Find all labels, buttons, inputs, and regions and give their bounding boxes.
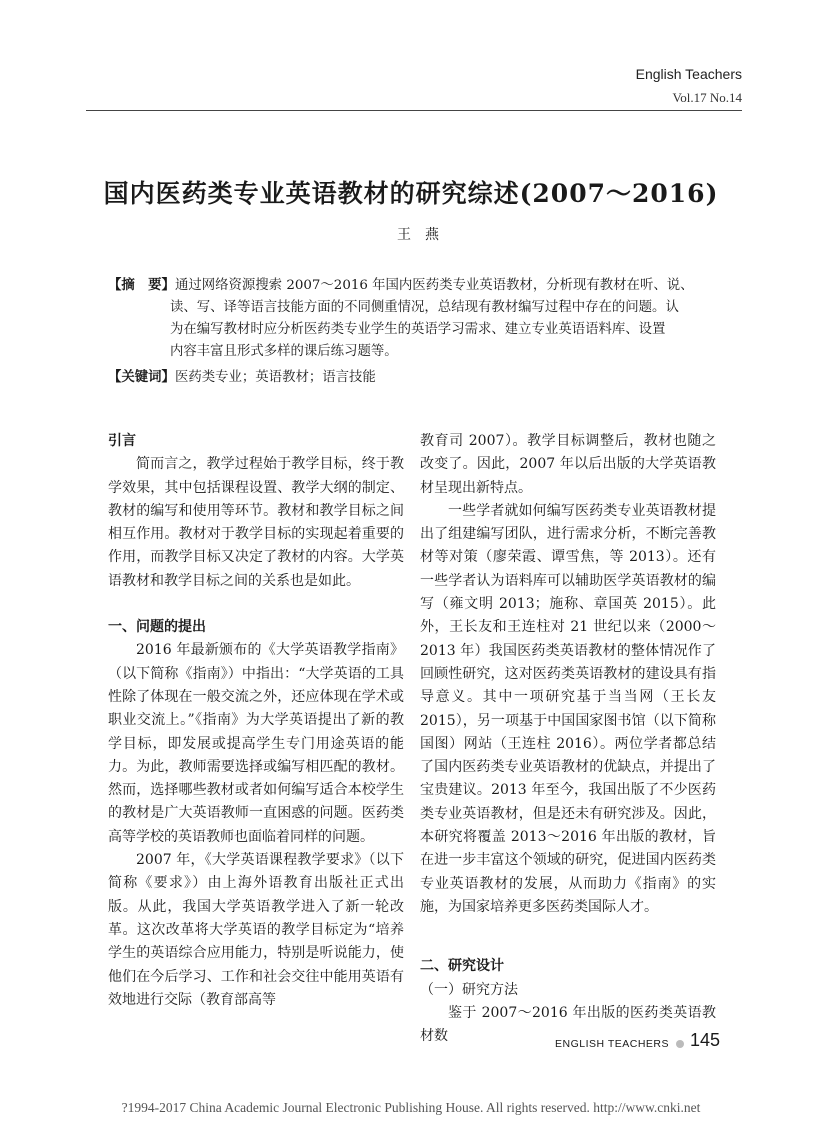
abstract-line: 内容丰富且形式多样的课后练习题等。 [170, 344, 398, 359]
header-rule [86, 110, 742, 111]
abstract-line: 为在编写教材时应分析医药类专业学生的英语学习需求、建立专业英语语料库、设置 [170, 322, 666, 337]
section1-paragraph-1: 2016 年最新颁布的《大学英语教学指南》（以下简称《指南》）中指出：“大学英语的工具性除了体现在一般交流之外，还应体现在学术或职业交流上。”《指南》为大学英语提出了新的教学目标，即发展或提高学生专门用途英语的能力。为此，教师需要选择或编写相匹配的教材。然而，选择哪些教材或者如何编写适合本校学生的教材是广大英语教师一直困惑的问题。医药类高等学校的英语教师也面临着同样的问题。 [108, 642, 404, 845]
page-number: 145 [690, 1030, 721, 1050]
abstract-label: 【摘 要】 [108, 278, 175, 293]
article-author: 王燕 [397, 227, 453, 243]
continued-paragraph: 教育司 2007）。教学目标调整后，教材也随之改变了。因此，2007 年以后出版的大学英语教材呈现出新特点。 [420, 433, 716, 496]
section1-paragraph-2: 2007 年，《大学英语课程教学要求》（以下简称《要求》）由上海外语教育出版社正式出版。从此，我国大学英语教学进入了新一轮改革。这次改革将大学英语的教学目标定为“培养学生的英语综合应用能力，特别是听说能力，使他们在今后学习、工作和社会交往中能用英语有效地进行交际（教育部高等 [108, 852, 404, 1008]
section-gap [420, 919, 716, 955]
section1-heading: 一、问题的提出 [108, 619, 206, 636]
footer-journal-name: ENGLISH TEACHERS [555, 1038, 669, 1050]
abstract-line: 读、写、译等语言技能方面的不同侧重情况，总结现有教材编写过程中存在的问题。认 [170, 300, 679, 315]
keywords-row [108, 367, 738, 389]
abstract-first-line [108, 275, 738, 297]
section2-heading: 二、研究设计 [420, 958, 504, 975]
section2-subheading: （一）研究方法 [420, 981, 518, 998]
section2-paragraph: 鉴于 2007～2016 年出版的医药类英语教材数 [420, 1004, 716, 1045]
section-gap [108, 593, 404, 616]
literature-paragraph: 一些学者就如何编写医药类专业英语教材提出了组建编写团队，进行需求分析，不断完善教材等对策（廖荣霞、谭雪焦，等 2013）。还有一些学者认为语料库可以辅助医学英语教材的编写（雍文明 2013；施称、章国英 2015）。此外，王长友和王连柱对 21 世纪以来（2000～2013 年）我国医药类英语教材的整体情况作了回顾性研究，这对医药类英语教材的建设具有指导意义。其中一项研究基于当当网（王长友 2015），另一项基于中国国家图书馆（以下简称国图）网站（王连柱 2016）。两位学者都总结了国内医药类专业英语教材的优缺点，并提出了宝贵建议。2013 年至今，我国出版了不少医药类专业英语教材，但是还未有研究涉及。因此，本研究将覆盖 2013～2016 年出版的教材，旨在进一步丰富这个领域的研究，促进国内医药类专业英语教材的发展，从而助力《指南》的实施，为国家培养更多医药类国际人才。 [420, 502, 716, 915]
keywords-text: 医药类专业；英语教材；语言技能 [174, 370, 376, 385]
intro-paragraph: 简而言之，教学过程始于教学目标，终于教学效果，其中包括课程设置、教学大纲的制定、教材的编写和使用等环节。教材和教学目标之间相互作用。教材对于教学目标的实现起着重要的作用，而教学目标又决定了教材的内容。大学英语教材和教学目标之间的关系也是如此。 [108, 456, 404, 589]
keywords-label: 【关键词】 [108, 370, 175, 385]
article-title: 国内医药类专业英语教材的研究综述(2007～2016) [103, 179, 719, 208]
right-column [420, 430, 716, 1048]
abstract-line: 通过网络资源搜索 2007～2016 年国内医药类专业英语教材，分析现有教材在听、说、 [174, 278, 694, 293]
footer-dot-icon [676, 1040, 684, 1048]
journal-name: English Teachers [635, 66, 742, 82]
abstract-block [108, 275, 738, 389]
volume-issue: Vol.17 No.14 [672, 90, 742, 105]
copyright-line: ?1994-2017 China Academic Journal Electronic Publishing House. All rights reserved. http://www.cnki.net [121, 1100, 701, 1115]
left-column [108, 430, 404, 1012]
intro-heading: 引言 [108, 433, 136, 449]
